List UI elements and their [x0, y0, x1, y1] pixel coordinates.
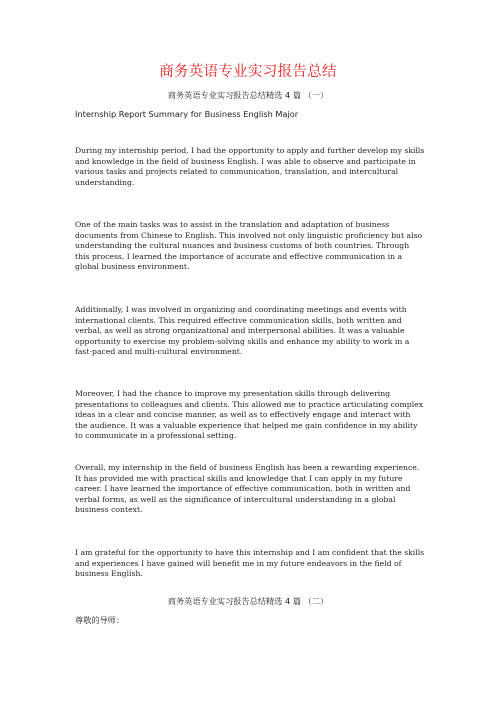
document-title: 商务英语专业实习报告总结: [159, 64, 337, 80]
english-heading: Internship Report Summary for Business English Major: [75, 109, 299, 119]
paragraph-1: During my internship period, I had the opportunity to apply and further develop my skills and knowledge in the field of business English. I was able to observe and participate in various tasks and projects related to communication, translation, and intercultural understanding.: [75, 146, 425, 187]
paragraph-3: Additionally, I was involved in organizing and coordinating meetings and events with international clients. This required effective communication skills, both written and verbal, as well as strong organizational and interpersonal abilities. It was a valuable opportunity to exercise my problem-solving skills and enhance my ability to work in a fast-paced and multi-cultural environment.: [75, 305, 410, 357]
paragraph-6: I am grateful for the opportunity to have this internship and I am confident that the skills and experiences I have gained will benefit me in my future endeavors in the field of business English.: [75, 548, 425, 579]
paragraph-4: Moreover, I had the chance to improve my presentation skills through delivering presentations to colleagues and clients. This allowed me to practice articulating complex ideas in a clear and concise manner, as well as to effectively engage and interact with the audience. It was a valuable experience that helped me gain confidence in my ability to communicate in a professional setting.: [75, 389, 424, 441]
paragraph-5: Overall, my internship in the field of business English has been a rewarding experience. It has provided me with practical skills and knowledge that I can apply in my future career. I have learned the importance of effective communication, both in written and verbal forms, as well as the significance of intercultural understanding in a global business context.: [75, 463, 420, 515]
paragraph-2: One of the main tasks was to assist in the translation and adaptation of business documents from Chinese to English. This involved not only linguistic proficiency but also understanding the cultural nuances and business customs of both countries. Through this process, I learned the importance of accurate and effective communication in a global business environment.: [75, 220, 423, 272]
greeting-line: 尊敬的导师：: [75, 615, 125, 625]
section-subtitle-1: 商务英语专业实习报告总结精选 4 篇 （一）: [167, 90, 329, 100]
section-subtitle-2: 商务英语专业实习报告总结精选 4 篇 （二）: [167, 596, 329, 606]
